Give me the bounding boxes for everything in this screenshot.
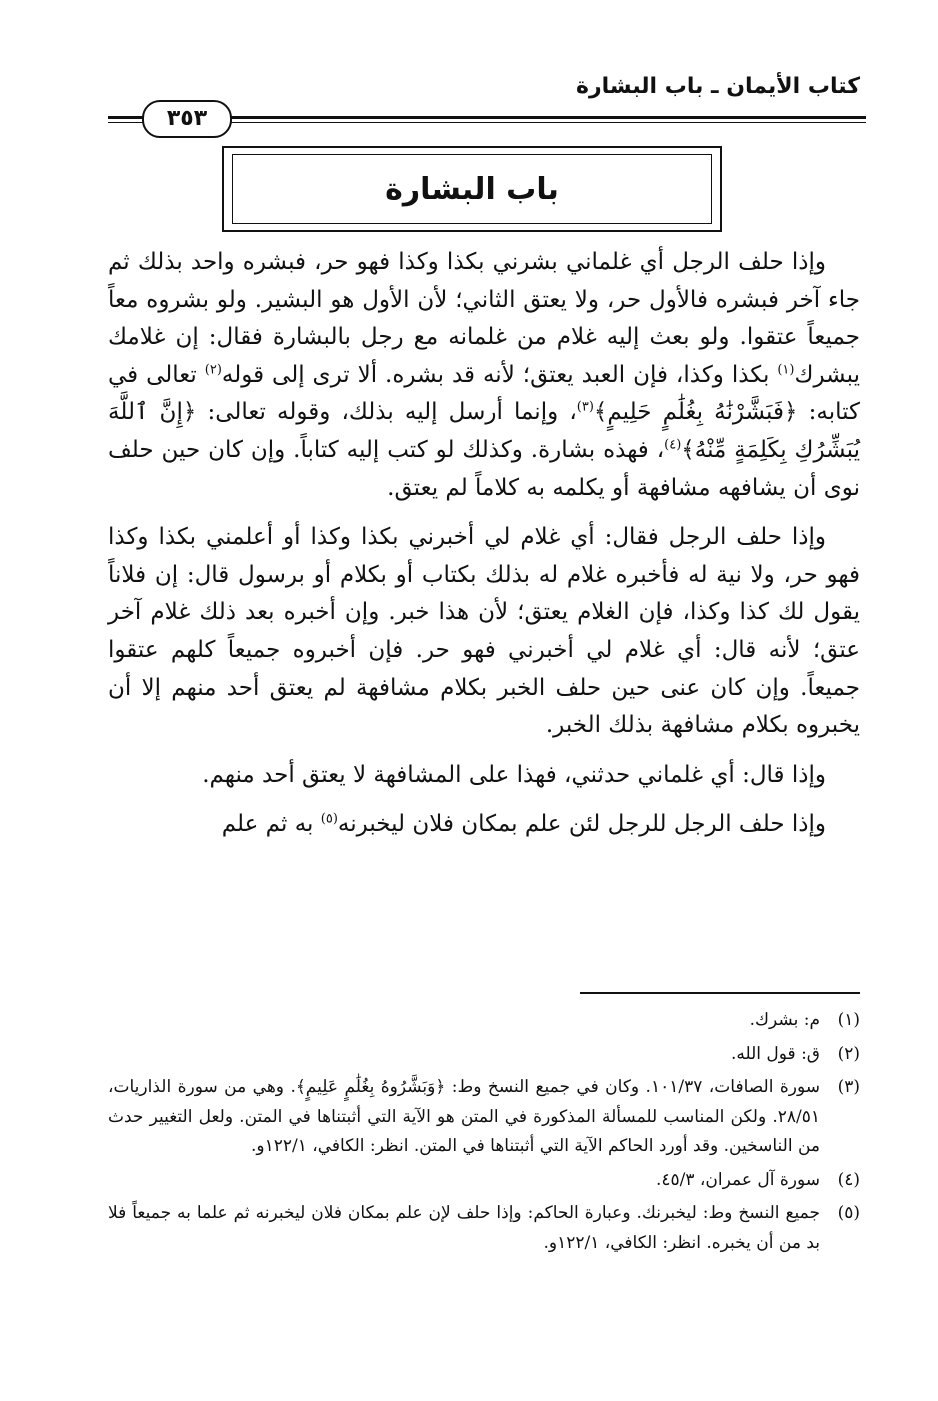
footnote-number: (١) bbox=[837, 1010, 860, 1030]
footnote-ref-5: (٥) bbox=[320, 811, 338, 827]
main-text bbox=[108, 244, 860, 856]
footnote-number: (٢) bbox=[837, 1043, 860, 1064]
text-run: ، وإنما أرسل إليه بذلك، وقوله تعالى: bbox=[196, 399, 577, 426]
running-header: كتاب الأيمان ـ باب البشارة bbox=[576, 74, 860, 99]
footnote-text: م: بشرك. bbox=[749, 1010, 820, 1030]
footnote-number: (٣) bbox=[837, 1077, 860, 1097]
chapter-title-frame-inner bbox=[232, 154, 712, 224]
quran-verse-2: ﴿إِنَّ ٱللَّهَ يُبَشِّرُكِ بِكَلِمَةٍ مِّنْهُ﴾ bbox=[108, 399, 860, 463]
footnote-ref-4: (٤) bbox=[664, 437, 682, 453]
paragraph-3: وإذا قال: أي غلماني حدثني، فهذا على المشافهة لا يعتق أحد منهم. bbox=[202, 761, 826, 788]
footnote-5 bbox=[108, 1199, 860, 1258]
footnote-text: جميع النسخ وط: ليخبرنك. وعبارة الحاكم: وإذا حلف لإن علم بمكان فلان ليخبرنه ثم علما به جميعاً فلا بد من أن يخبره. انظر: الكافي، ١٢٢/١و. bbox=[108, 1203, 820, 1253]
quran-verse-1: ﴿فَبَشَّرْنَٰهُ بِغُلَٰمٍ حَلِيمٍ﴾ bbox=[593, 399, 798, 426]
footnote-ref-3: (٣) bbox=[576, 399, 594, 415]
footnote-text: ق: قول الله. bbox=[730, 1043, 820, 1064]
page-number: ٣٥٣ bbox=[142, 100, 232, 138]
paragraph-1 bbox=[108, 244, 860, 507]
footnote-number: (٥) bbox=[837, 1203, 860, 1223]
paragraph-2: وإذا حلف الرجل فقال: أي غلام لي أخبرني بكذا وكذا أو أعلمني بكذا وكذا فهو حر، ولا نية له فأخبره غلام له بذلك بكتاب أو بكلام أو برسول قال: إن فلاناً يقول لك كذا وكذا، فإن الغلام يعتق؛ لأن هذا خبر. وإن أخبره بعد ذلك غلام آخر عتق؛ لأنه قال: أي غلام لي أخبرني فهو حر. فإن أخبروه جميعاً كلهم عتقوا جميعاً. وإن كان عنى حين حلف الخبر بكلام مشافهة لم يعتق أحد منهم إلا أن يخبروه بكلام مشافهة بذلك الخبر. bbox=[108, 524, 860, 739]
footnote-1 bbox=[108, 1006, 860, 1036]
footnotes bbox=[108, 1006, 860, 1262]
footnote-text: سورة آل عمران، ٤٥/٣. bbox=[655, 1169, 820, 1190]
text-run: تعالى في كتابه: bbox=[108, 361, 860, 426]
footnote-ref-2: (٢) bbox=[204, 362, 222, 378]
footnote-3 bbox=[108, 1073, 860, 1162]
footnote-text: سورة الصافات، ١٠١/٣٧. وكان في جميع النسخ وط: ﴿وَبَشَّرُوهُ بِغُلَٰمٍ عَلِيمٍ﴾. وهي من سورة الذاريات، ٢٨/٥١. ولكن المناسب للمسألة المذكورة في المتن هو الآية التي أثبتناها في المتن. ولعل التغيير حدث من الناسخين. وقد أورد الحاكم الآية التي أثبتناها في المتن. انظر: الكافي، ١٢٢/١و. bbox=[108, 1077, 820, 1156]
footnote-separator bbox=[580, 992, 860, 994]
paragraph-4 bbox=[108, 806, 860, 844]
text-run: به ثم علم bbox=[221, 811, 321, 838]
text-run: وإذا حلف الرجل أي غلماني بشرني بكذا وكذا فهو حر، فبشره واحد بذلك ثم جاء آخر فبشره فالأول حر، ولا يعتق الثاني؛ لأن الأول هو البشير. ولو بشروه معاً جميعاً عتقوا. ولو بعث إليه غلام من غلمانه مع رجل بالبشارة فقال: إن غلامك يبشرك bbox=[108, 249, 860, 388]
footnote-number: (٤) bbox=[837, 1169, 860, 1190]
footnote-4 bbox=[108, 1166, 860, 1196]
text-run: ، فهذه بشارة. وكذلك لو كتب إليه كتاباً. وإن كان حين حلف نوى أن يشافهه مشافهة أو يكلمه به كلاماً لم يعتق. bbox=[108, 436, 860, 501]
text-run: بكذا وكذا، فإن العبد يعتق؛ لأنه قد بشره. ألا ترى إلى قوله bbox=[221, 361, 778, 388]
footnote-ref-1: (١) bbox=[777, 362, 795, 378]
text-run: وإذا حلف الرجل للرجل لئن علم بمكان فلان ليخبرنه bbox=[337, 811, 826, 838]
chapter-title: باب البشارة bbox=[385, 171, 559, 207]
footnote-2 bbox=[108, 1040, 860, 1070]
